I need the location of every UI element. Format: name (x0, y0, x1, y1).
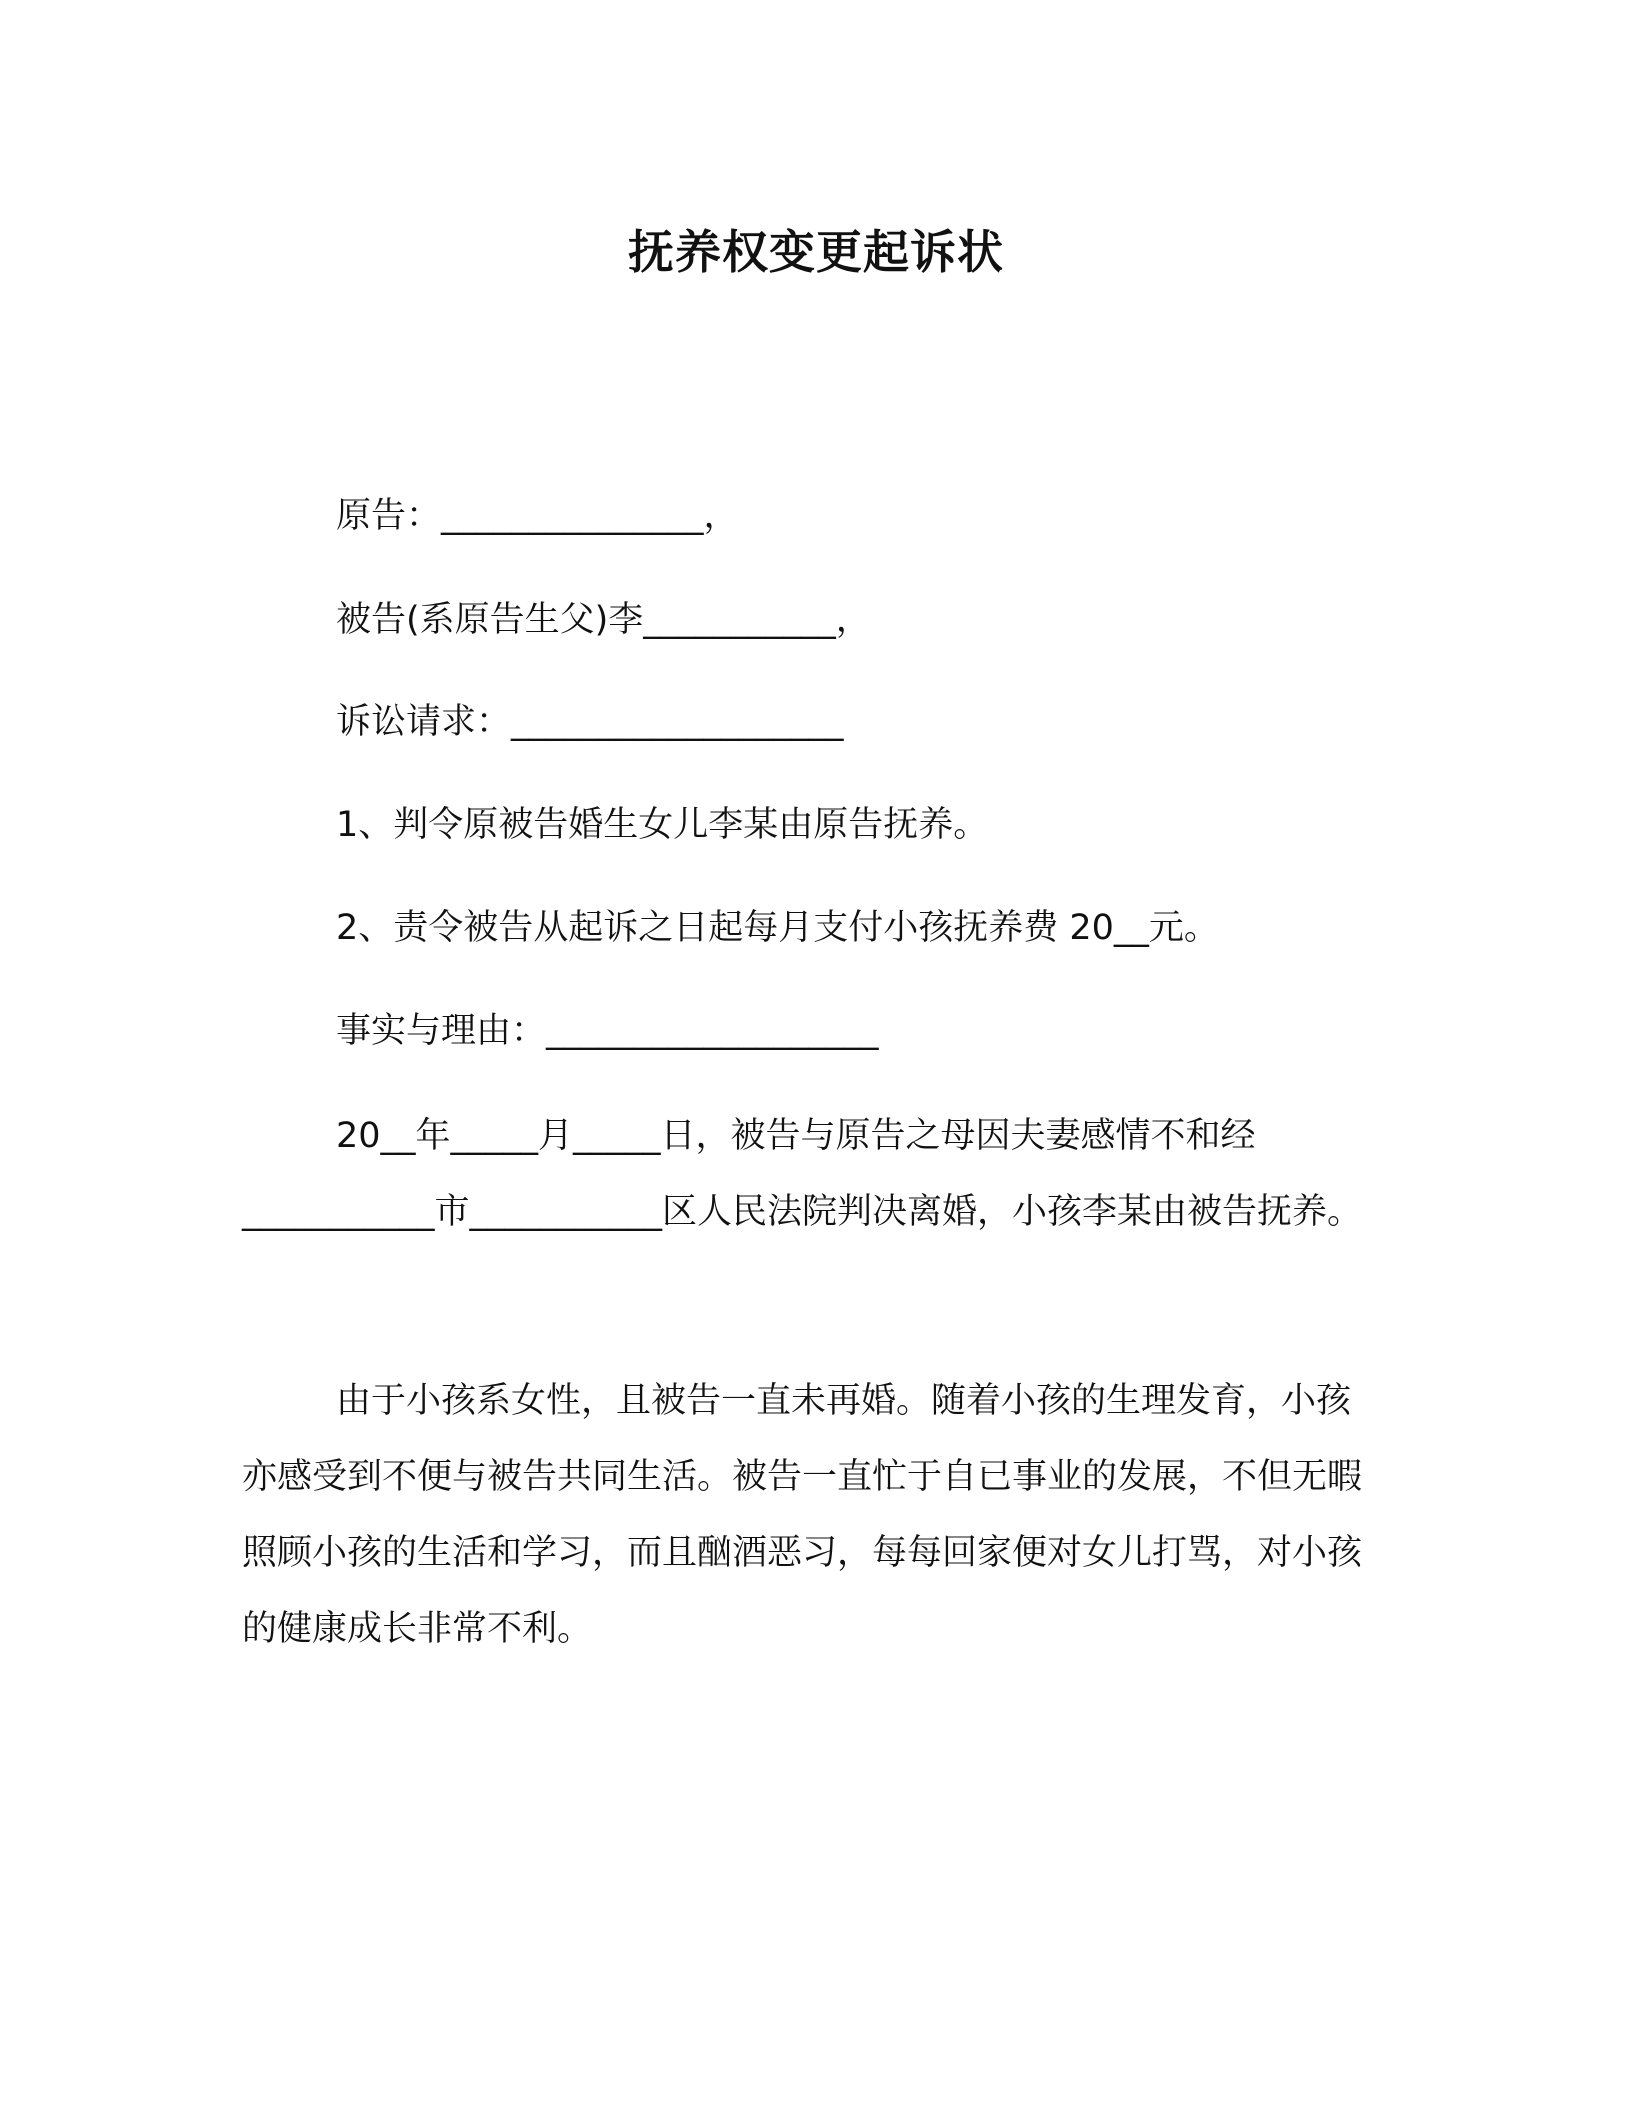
document-title: 抚养权变更起诉状 (628, 225, 1004, 279)
claim-item-1: 1、判令原被告婚生女儿李某由原告抚养。 (336, 805, 989, 845)
facts-paragraph-2: 由于小孩系女性，且被告一直未再婚。随着小孩的生理发育，小孩亦感受到不便与被告共同生活。被告一直忙于自已事业的发展，不但无暇照顾小孩的生活和学习，而且酗酒恶习，每每回家便对女儿打骂，对小孩的健康成长非常不利。 (242, 1381, 1363, 1649)
defendant-line: 被告(系原告生父)李___________， (336, 600, 871, 640)
claim-item-2: 2、责令被告从起诉之日起每月支付小孩抚养费 20__元。 (336, 908, 1219, 948)
claims-heading: 诉讼请求：___________________ (336, 702, 844, 742)
plaintiff-line: 原告：_______________， (336, 496, 739, 536)
facts-paragraph-1: 20__年_____月_____日，被告与原告之母因夫妻感情不和经___________市___________区人民法院判决离婚，小孩李某由被告抚养。 (242, 1116, 1363, 1232)
facts-heading: 事实与理由：___________________ (336, 1011, 879, 1051)
